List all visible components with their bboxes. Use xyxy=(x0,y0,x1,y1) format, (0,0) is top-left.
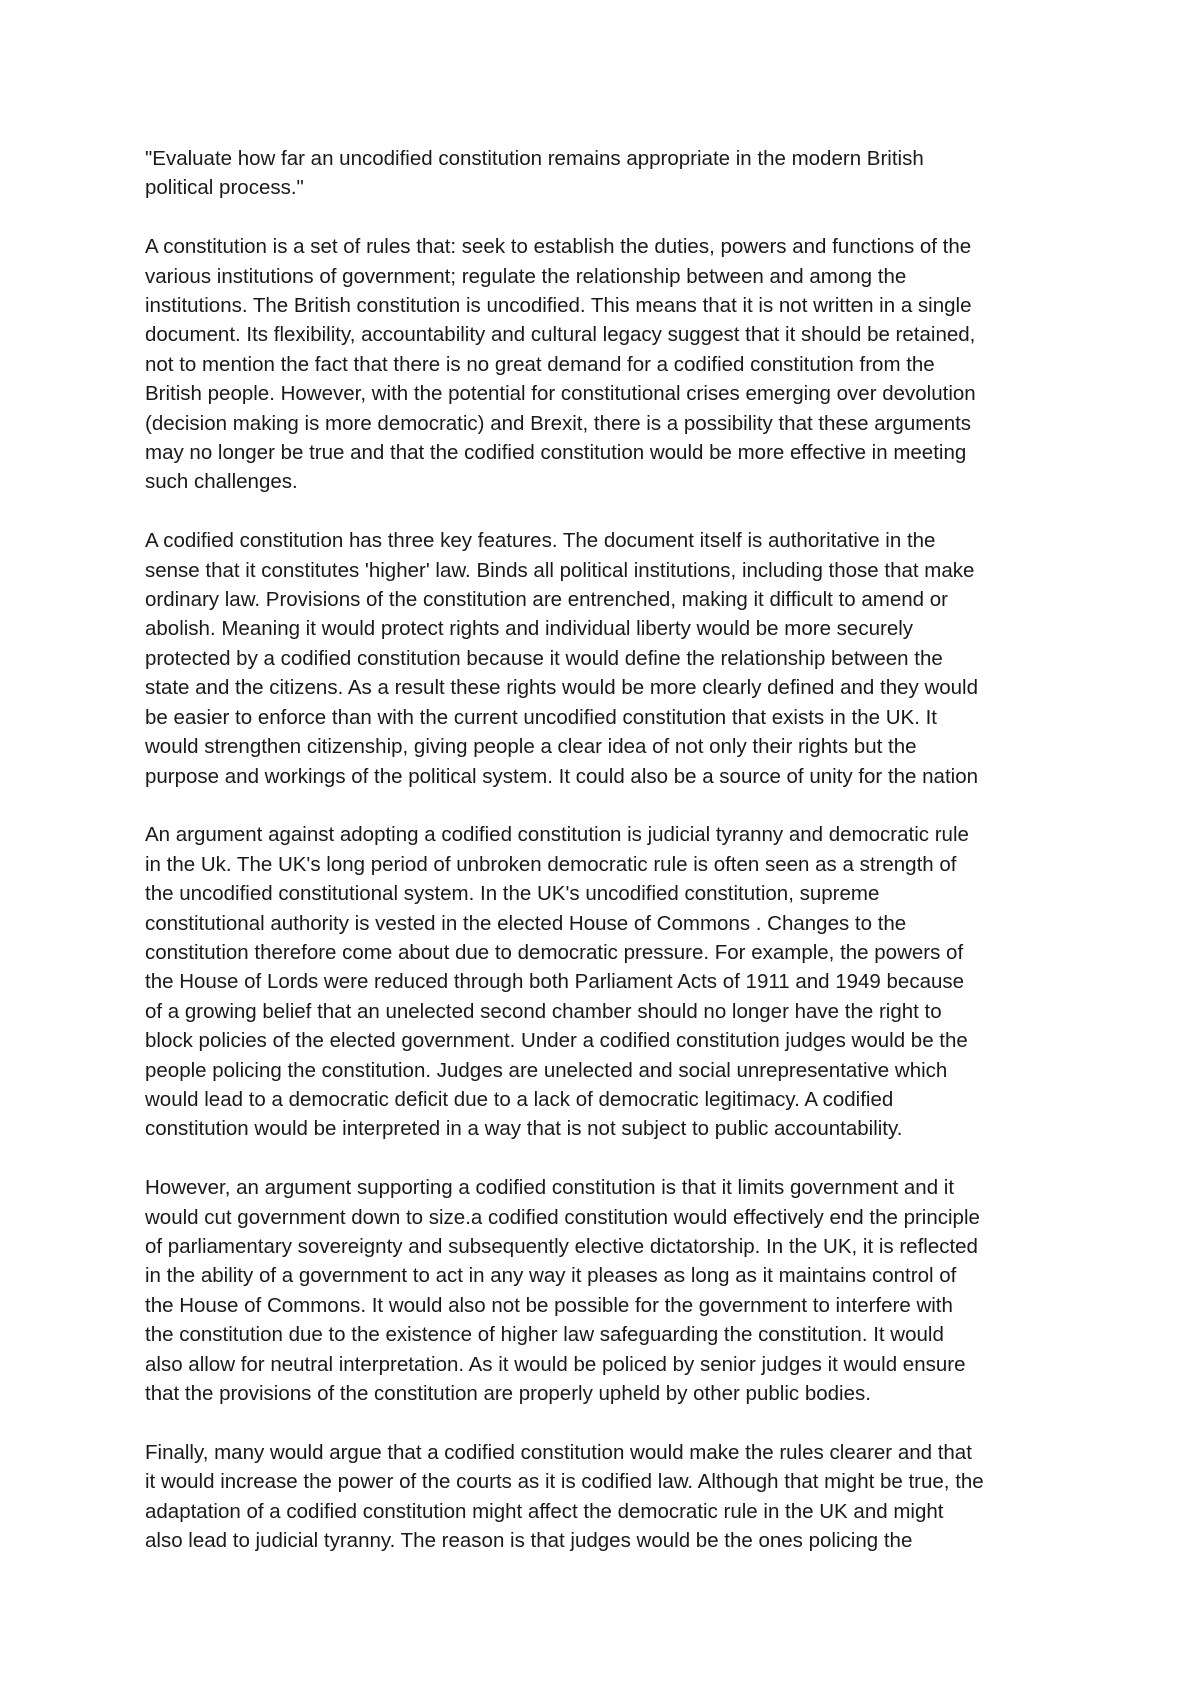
text-line: (decision making is more democratic) and Brexit, there is a possibility that these arguments xyxy=(145,411,972,435)
text-line: also allow for neutral interpretation. As it would be policed by senior judges it would ensure xyxy=(145,1352,966,1376)
paragraph xyxy=(145,526,1075,791)
text-line: such challenges. xyxy=(145,470,298,494)
text-line: constitutional authority is vested in the elected House of Commons . Changes to the xyxy=(145,911,907,935)
text-line: in the ability of a government to act in any way it pleases as long as it maintains control of xyxy=(145,1264,957,1288)
text-line: constitution therefore come about due to democratic pressure. For example, the powers of xyxy=(145,940,964,964)
text-line: political process." xyxy=(145,176,304,200)
text-line: A constitution is a set of rules that: seek to establish the duties, powers and functions of the xyxy=(145,235,972,259)
paragraph xyxy=(145,232,1075,497)
paragraph xyxy=(145,820,1075,1143)
text-line: the constitution due to the existence of higher law safeguarding the constitution. It would xyxy=(145,1323,944,1347)
text-line: However, an argument supporting a codified constitution is that it limits government and it xyxy=(145,1176,955,1200)
text-line: would lead to a democratic deficit due to a lack of democratic legitimacy. A codified xyxy=(145,1087,894,1111)
text-line: constitution would be interpreted in a way that is not subject to public accountability. xyxy=(145,1117,903,1141)
text-line: sense that it constitutes 'higher' law. Binds all political institutions, including those that make xyxy=(145,558,975,582)
text-line: the House of Commons. It would also not be possible for the government to interfere with xyxy=(145,1293,953,1317)
text-line: the uncodified constitutional system. In the UK's uncodified constitution, supreme xyxy=(145,882,880,906)
text-line: institutions. The British constitution is uncodified. This means that it is not written in a single xyxy=(145,294,972,318)
essay-question xyxy=(145,144,1075,203)
text-line: not to mention the fact that there is no great demand for a codified constitution from the xyxy=(145,352,935,376)
text-line: Finally, many would argue that a codified constitution would make the rules clearer and that xyxy=(145,1440,972,1464)
text-line: that the provisions of the constitution are properly upheld by other public bodies. xyxy=(145,1382,871,1405)
text-line: "Evaluate how far an uncodified constitution remains appropriate in the modern British xyxy=(145,147,924,170)
text-line: in the Uk. The UK's long period of unbroken democratic rule is often seen as a strength of xyxy=(145,852,957,876)
text-line: An argument against adopting a codified constitution is judicial tyranny and democratic rule xyxy=(145,823,969,847)
paragraph xyxy=(145,1173,1075,1408)
text-line: also lead to judicial tyranny. The reason is that judges would be the ones policing the xyxy=(145,1529,913,1553)
text-line: protected by a codified constitution because it would define the relationship between the xyxy=(145,646,943,670)
text-line: ordinary law. Provisions of the constitution are entrenched, making it difficult to amend or xyxy=(145,588,948,612)
text-line: be easier to enforce than with the current uncodified constitution that exists in the UK. It xyxy=(145,705,937,729)
text-line: A codified constitution has three key features. The document itself is authoritative in the xyxy=(145,529,936,553)
text-line: of parliamentary sovereignty and subsequently elective dictatorship. In the UK, it is reflected xyxy=(145,1234,978,1258)
text-line: the House of Lords were reduced through both Parliament Acts of 1911 and 1949 because xyxy=(145,970,965,994)
text-line: would strengthen citizenship, giving people a clear idea of not only their rights but the xyxy=(145,735,917,759)
text-line: various institutions of government; regulate the relationship between and among the xyxy=(145,264,907,288)
text-line: would cut government down to size.a codified constitution would effectively end the principle xyxy=(145,1205,980,1229)
text-line: British people. However, with the potential for constitutional crises emerging over devolution xyxy=(145,382,976,406)
document-body xyxy=(145,144,1075,1585)
text-line: of a growing belief that an unelected second chamber should no longer have the right to xyxy=(145,999,942,1023)
text-line: document. Its flexibility, accountability and cultural legacy suggest that it should be retained, xyxy=(145,323,976,347)
text-line: purpose and workings of the political system. It could also be a source of unity for the nation xyxy=(145,764,978,788)
text-line: may no longer be true and that the codified constitution would be more effective in meeting xyxy=(145,441,967,465)
text-line: abolish. Meaning it would protect rights and individual liberty would be more securely xyxy=(145,617,914,641)
text-line: people policing the constitution. Judges are unelected and social unrepresentative which xyxy=(145,1058,948,1082)
text-line: it would increase the power of the courts as it is codified law. Although that might be true, the xyxy=(145,1470,984,1494)
paragraph xyxy=(145,1438,1075,1556)
text-line: state and the citizens. As a result these rights would be more clearly defined and they would xyxy=(145,676,979,700)
text-line: block policies of the elected government. Under a codified constitution judges would be the xyxy=(145,1029,968,1053)
text-line: adaptation of a codified constitution might affect the democratic rule in the UK and might xyxy=(145,1499,944,1523)
